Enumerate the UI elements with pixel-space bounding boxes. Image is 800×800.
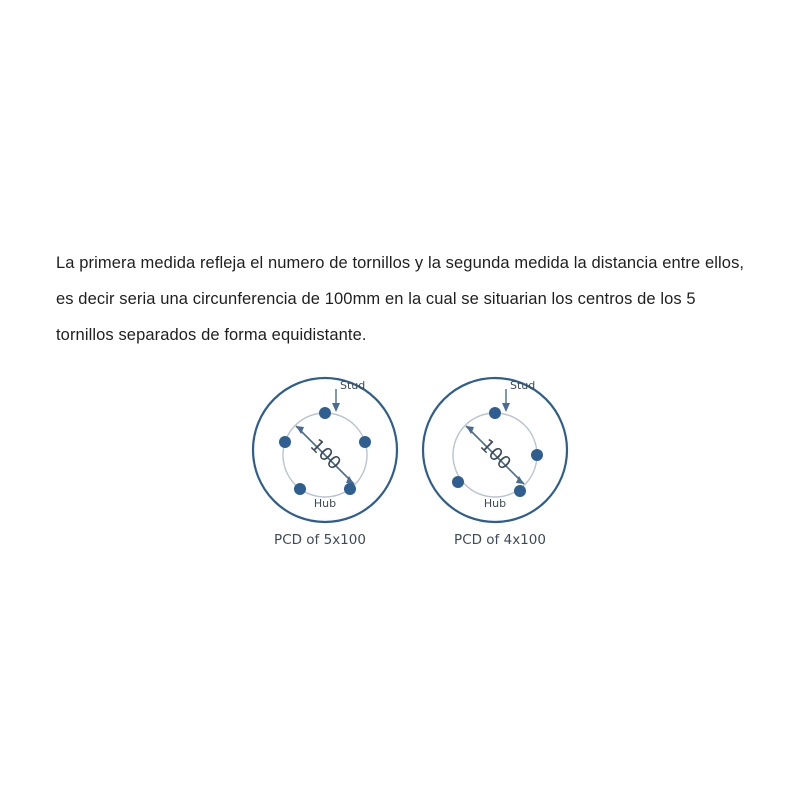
- hub-label: Hub: [483, 497, 507, 510]
- bolt-stud: [279, 436, 291, 448]
- bolt-stud: [344, 483, 356, 495]
- bolt-stud: [452, 476, 464, 488]
- bolt-stud: [294, 483, 306, 495]
- pcd-figure-svg: [230, 355, 590, 560]
- bolt-stud: [359, 436, 371, 448]
- diagram-pcd-4x100: [423, 378, 567, 522]
- caption-pcd-5x100: PCD of 5x100: [274, 532, 366, 548]
- figure-captions: [230, 532, 590, 548]
- stud-label: Stud: [510, 379, 536, 392]
- bolt-stud: [531, 449, 543, 461]
- diagram-pcd-5x100: [253, 378, 397, 522]
- bolt-stud: [489, 407, 501, 419]
- pcd-figure: [230, 355, 590, 560]
- body-paragraph: La primera medida refleja el numero de tornillos y la segunda medida la distancia entre ellos, es decir seria una circunferencia de 100mm en la cual se situarian los centros de los 5 tornillos separados de forma equidistante.: [56, 253, 745, 344]
- hub-label: Hub: [313, 497, 337, 510]
- measure-label: 100: [475, 435, 515, 475]
- measure-label: 100: [305, 435, 345, 475]
- stud-label: Stud: [340, 379, 366, 392]
- caption-pcd-4x100: PCD of 4x100: [454, 532, 546, 548]
- bolt-stud: [514, 485, 526, 497]
- bolt-stud: [319, 407, 331, 419]
